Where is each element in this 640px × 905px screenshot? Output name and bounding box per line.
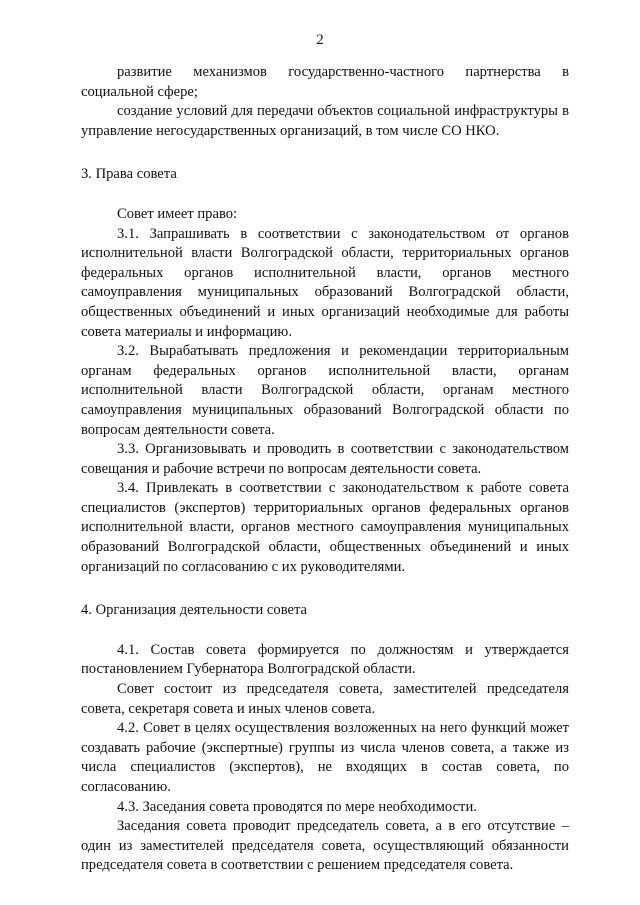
paragraph: создание условий для передачи объектов социальной инфраструктуры в управление негосударственных организаций, в том числе СО НКО. — [81, 103, 569, 139]
document-body — [81, 63, 569, 876]
section-3-item: 3.3. Организовывать и проводить в соответствии с законодательством совещания и рабочие встречи по вопросам деятельности совета. — [81, 441, 569, 477]
section-3-heading: 3. Права совета — [81, 166, 177, 183]
section-3-item: 3.4. Привлекать в соответствии с законодательством к работе совета специалистов (экспертов) территориальных органов федеральных органов исполнительной власти, органов местного самоуправления муниципальных образований Волгоградской области, общественных объединений и иных организаций по согласованию с их руководителями. — [81, 480, 569, 575]
section-3-item: 3.1. Запрашивать в соответствии с законодательством от органов исполнительной власти Волгоградской области, территориальных органов федеральных органов исполнительной власти, органов местного самоуправления муниципальных образований Волгоградской области, общественных объединений и иных организаций необходимые для работы совета материалы и информацию. — [81, 225, 569, 340]
paragraph: развитие механизмов государственно-частного партнерства в социальной сфере; — [81, 64, 569, 100]
section-4-paragraph: Совет состоит из председателя совета, заместителей председателя совета, секретаря совета и иных членов совета. — [81, 681, 569, 717]
page-number: 2 — [316, 32, 324, 48]
section-4-heading: 4. Организация деятельности совета — [81, 602, 308, 619]
section-3-item: 3.2. Вырабатывать предложения и рекомендации территориальным органам федеральных органов исполнительной власти, органам исполнительной власти Волгоградской области, органам местного самоуправления муниципальных образований Волгоградской области по вопросам деятельности совета. — [81, 343, 569, 438]
section-4-paragraph: Заседания совета проводит председатель совета, а в его отсутствие – один из заместителей председателя совета, осуществляющий обязанности председателя совета в соответствии с решением председателя совета. — [81, 818, 569, 874]
section-4-paragraph: 4.3. Заседания совета проводятся по мере необходимости. — [117, 798, 477, 815]
section-4-paragraph: 4.2. Совет в целях осуществления возложенных на него функций может создавать рабочие (экспертные) группы из числа членов совета, а также из числа специалистов (экспертов), не входящих в состав совета, по согласованию. — [81, 720, 569, 795]
section-3-intro: Совет имеет право: — [117, 205, 238, 222]
section-4-paragraph: 4.1. Состав совета формируется по должностям и утверждается постановлением Губернатора Волгоградской области. — [81, 641, 569, 678]
